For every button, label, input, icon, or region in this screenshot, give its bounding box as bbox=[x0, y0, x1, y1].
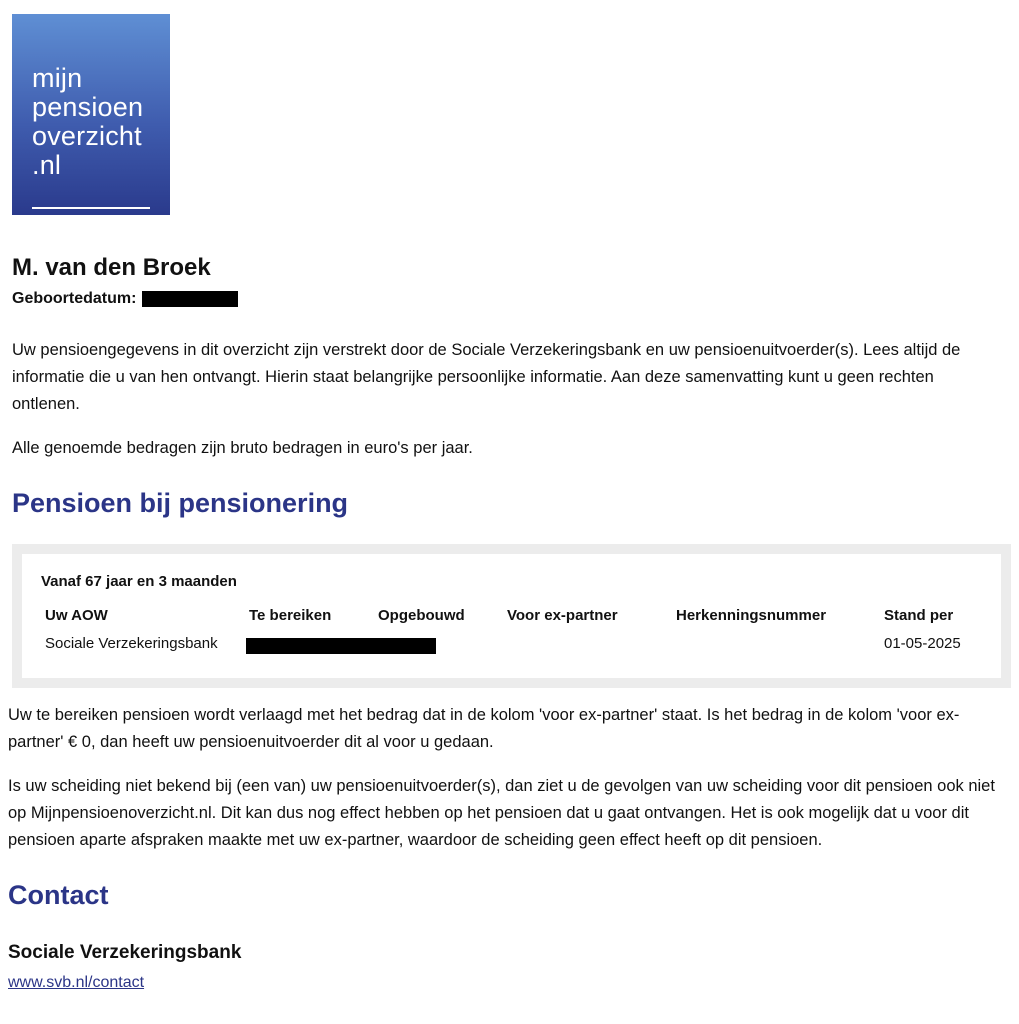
intro-paragraph: Uw pensioengegevens in dit overzicht zijn verstrekt door de Sociale Verzekeringsbank en uw pensioenuitvoerder(s). Lees altijd de informatie die u van hen ontvangt. Hierin staat belangrijke persoonlijke informatie. Aan deze samenvatting kunt u geen rechten ontlenen. bbox=[12, 341, 961, 413]
contact-link[interactable]: www.svb.nl/contact bbox=[8, 974, 145, 991]
table-cell-stand-per: 01-05-2025 bbox=[884, 635, 961, 652]
divorce-note: Is uw scheiding niet bekend bij (een van) uw pensioenuitvoerder(s), dan ziet u de gevolgen van uw scheiding voor dit pensioen ook niet op Mijnpensioenoverzicht.nl. Dit kan dus nog effect hebben op het pensioen dat u gaat ontvangen. Het is ook mogelijk dat u voor dit pensioen aparte afspraken maakte met uw ex-partner, waardoor de scheiding geen effect heeft op dit pensioen. bbox=[8, 777, 995, 849]
table-cell-provider: Sociale Verzekeringsbank bbox=[45, 635, 218, 652]
col-header-te-bereiken: Te bereiken bbox=[249, 607, 332, 624]
birthdate-redaction bbox=[142, 291, 238, 307]
amounts-note: Alle genoemde bedragen zijn bruto bedragen in euro's per jaar. bbox=[12, 439, 473, 457]
pension-heading: Pensioen bij pensionering bbox=[12, 488, 349, 518]
person-name: M. van den Broek bbox=[12, 254, 211, 281]
birthdate-label: Geboortedatum: bbox=[12, 290, 137, 307]
logo-line-1: mijn bbox=[32, 63, 83, 93]
brand-logo bbox=[12, 14, 170, 215]
birthdate-row bbox=[12, 290, 238, 308]
logo-line-2: pensioen bbox=[32, 92, 144, 122]
amount-redaction bbox=[246, 638, 436, 654]
contact-heading: Contact bbox=[8, 880, 109, 910]
pension-table bbox=[22, 554, 1001, 678]
col-header-stand-per: Stand per bbox=[884, 607, 954, 624]
panel-title: Vanaf 67 jaar en 3 maanden bbox=[41, 573, 237, 590]
col-header-opgebouwd: Opgebouwd bbox=[378, 607, 465, 624]
col-header-ex-partner: Voor ex-partner bbox=[507, 607, 618, 624]
contact-organization: Sociale Verzekeringsbank bbox=[8, 942, 242, 963]
logo-text bbox=[32, 64, 170, 180]
logo-underline bbox=[32, 207, 150, 209]
logo-line-3: overzicht bbox=[32, 121, 142, 151]
col-header-herkenningsnummer: Herkenningsnummer bbox=[676, 607, 827, 624]
pension-panel bbox=[12, 544, 1011, 688]
ex-partner-note: Uw te bereiken pensioen wordt verlaagd met het bedrag dat in de kolom 'voor ex-partner' staat. Is het bedrag in de kolom 'voor ex-partner' € 0, dan heeft uw pensioenuitvoerder dit al voor u gedaan. bbox=[8, 706, 960, 751]
col-header-aow: Uw AOW bbox=[45, 607, 108, 624]
logo-line-4: .nl bbox=[32, 150, 62, 180]
